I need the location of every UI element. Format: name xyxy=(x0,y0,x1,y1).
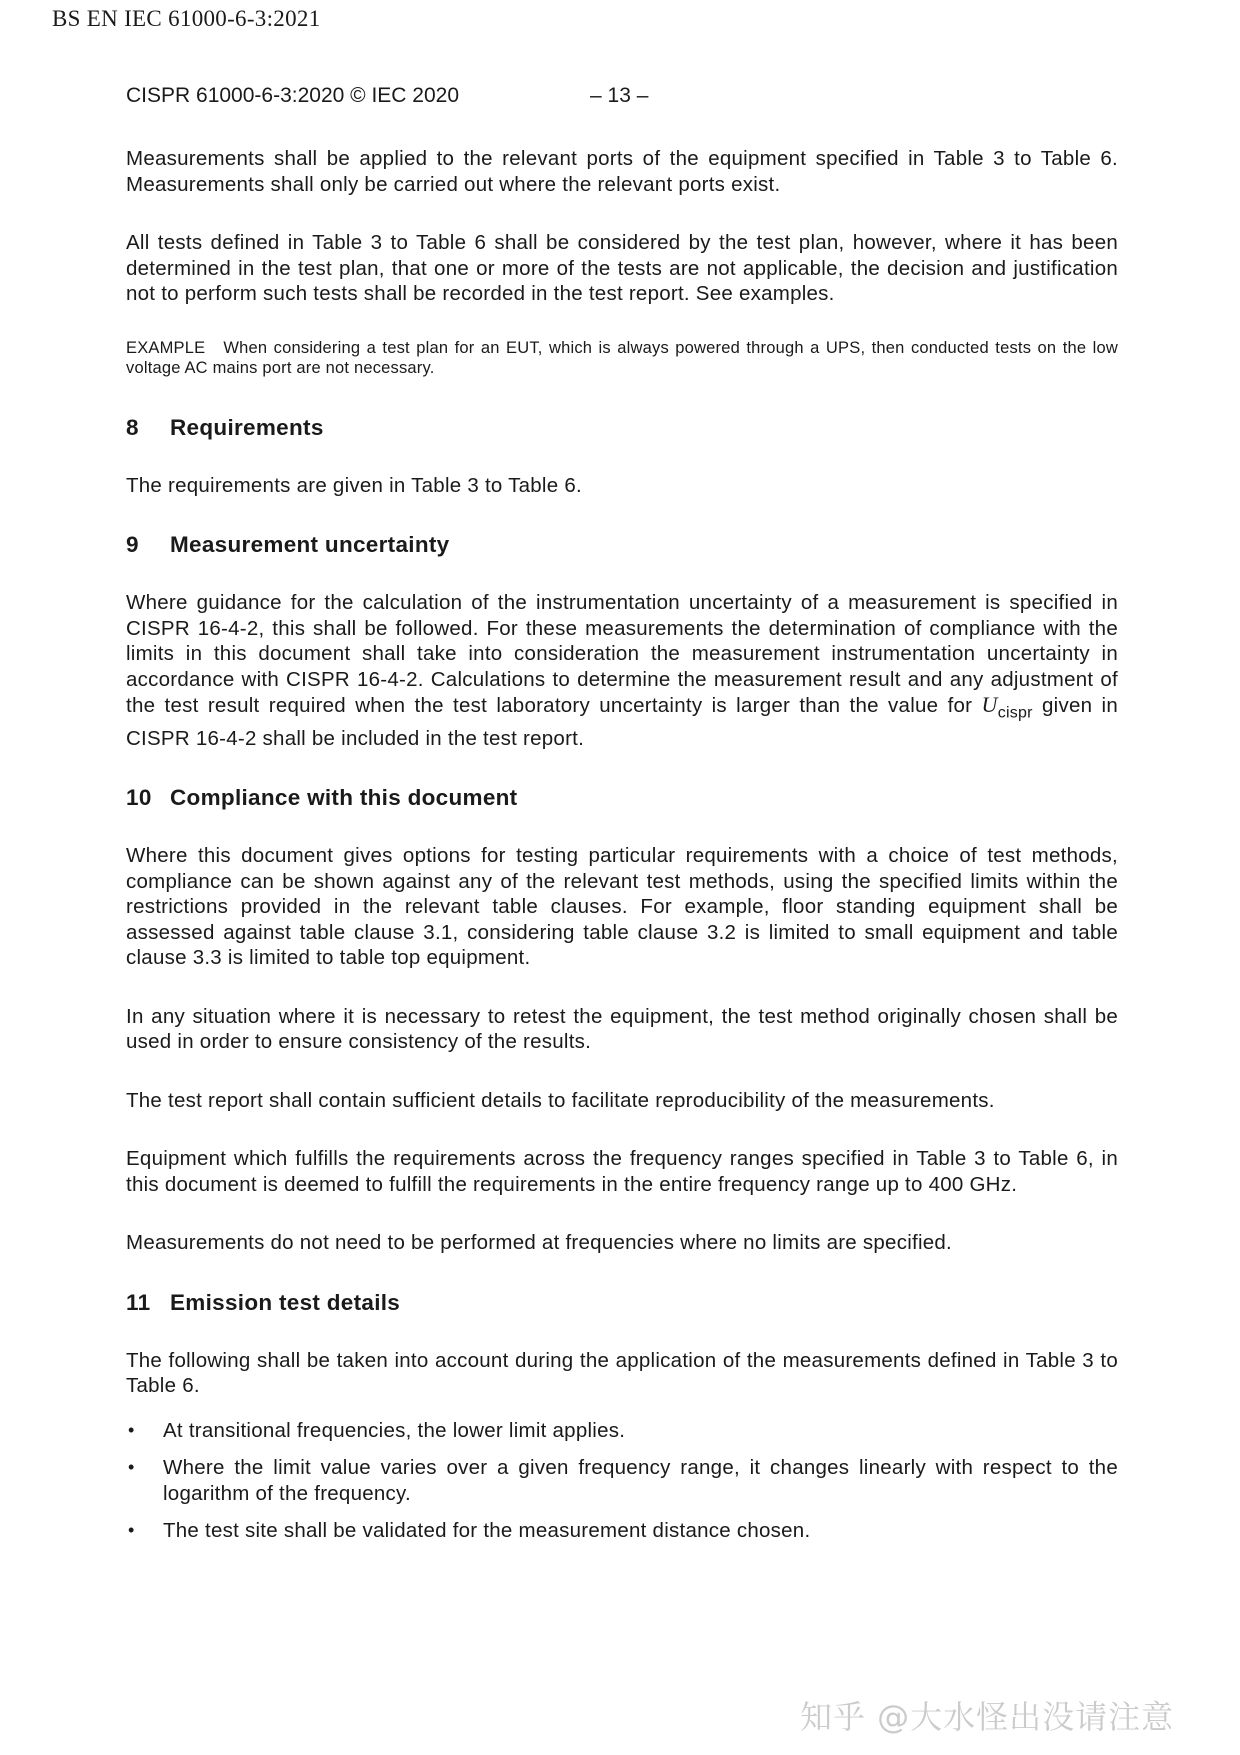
section-number: 10 xyxy=(126,785,152,811)
list-item xyxy=(126,1518,1118,1544)
paragraph-retest: In any situation where it is necessary to retest the equipment, the test method originally chosen shall be used in order to ensure consistency of the results. xyxy=(126,1004,1118,1054)
paragraph-no-limits: Measurements do not need to be performed at frequencies where no limits are specified. xyxy=(126,1231,952,1255)
section-title: Compliance with this document xyxy=(170,785,518,811)
example-label: EXAMPLE xyxy=(126,338,206,357)
symbol-u: U xyxy=(981,692,998,717)
symbol-subscript: cispr xyxy=(997,704,1033,722)
running-header xyxy=(126,84,649,108)
paragraph-ports: Measurements shall be applied to the relevant ports of the equipment specified in Table 3 to Table 6. Measurements shall only be carried out where the relevant ports exist. xyxy=(126,147,1118,196)
emission-details-list xyxy=(126,1418,1118,1544)
list-item-text: Where the limit value varies over a given frequency range, it changes linearly with respect to the logarithm of the frequency. xyxy=(163,1456,1118,1505)
example-text: When considering a test plan for an EUT, which is always powered through a UPS, then conducted tests on the low voltage AC mains port are not necessary. xyxy=(126,338,1118,377)
section-title: Measurement uncertainty xyxy=(170,532,450,557)
paragraph-requirements: The requirements are given in Table 3 to Table 6. xyxy=(126,473,582,497)
section-heading-uncertainty xyxy=(126,531,1118,559)
copyright-line: CISPR 61000-6-3:2020 © IEC 2020 xyxy=(126,84,460,107)
list-item xyxy=(126,1418,1118,1444)
bullet-icon: • xyxy=(128,1520,135,1541)
standard-identifier: BS EN IEC 61000-6-3:2021 xyxy=(52,6,321,31)
list-item xyxy=(126,1455,1118,1506)
section-heading-compliance xyxy=(126,784,1118,812)
bullet-icon: • xyxy=(128,1457,135,1478)
ucispr-symbol xyxy=(981,692,1033,722)
example-note xyxy=(126,338,1118,378)
section-title: Requirements xyxy=(170,414,324,440)
page-number: – 13 – xyxy=(590,84,649,107)
section-number: 8 xyxy=(126,414,139,440)
paragraph-test-plan: All tests defined in Table 3 to Table 6 shall be considered by the test plan, however, where it has been determined in the test plan, that one or more of the tests are not applicable, the decision and justification not to perform such tests shall be recorded in the test report. See examples. xyxy=(126,231,1118,305)
uncertainty-text-after: given in CISPR 16-4-2 shall be included in the test report. xyxy=(126,694,1118,750)
uncertainty-text-before: Where guidance for the calculation of the instrumentation uncertainty of a measurement is specified in CISPR 16-4-2, this shall be followed. For these measurements the determination of compliance with the limits in this document shall take into consideration the measurement instrumentation uncertainty in accordance with CISPR 16-4-2. Calculations to determine the measurement result and any adjustment of the test result required when the test laboratory uncertainty is larger than the value for xyxy=(126,591,1118,717)
paragraph-compliance-options: Where this document gives options for testing particular requirements with a choice of test methods, compliance can be shown against any of the relevant test methods, using the specified limits within the restrictions provided in the relevant table clauses. For example, floor standing equipment shall be assessed against table clause 3.1, considering table clause 3.2 is limited to small equipment and table clause 3.3 is limited to table top equipment. xyxy=(126,844,1118,970)
bullet-icon: • xyxy=(128,1419,135,1440)
paragraph-uncertainty xyxy=(126,590,1118,751)
page-content xyxy=(126,146,1118,1556)
list-item-text: At transitional frequencies, the lower limit applies. xyxy=(163,1418,626,1442)
watermark: 知乎 @大水怪出没请注意 xyxy=(800,1698,1175,1736)
section-title: Emission test details xyxy=(170,1289,401,1315)
list-item-text: The test site shall be validated for the measurement distance chosen. xyxy=(163,1519,811,1543)
paragraph-emission-intro: The following shall be taken into account during the application of the measurements defined in Table 3 to Table 6. xyxy=(126,1348,1118,1398)
section-heading-emission-test xyxy=(126,1289,1118,1317)
section-number: 9 xyxy=(126,532,139,557)
paragraph-test-report: The test report shall contain sufficient details to facilitate reproducibility of the measurements. xyxy=(126,1088,995,1112)
section-number: 11 xyxy=(126,1289,151,1315)
paragraph-frequency-range: Equipment which fulfills the requirements across the frequency ranges specified in Table 3 to Table 6, in this document is deemed to fulfill the requirements in the entire frequency range up to 400 GHz. xyxy=(126,1147,1118,1196)
section-heading-requirements xyxy=(126,414,1118,442)
